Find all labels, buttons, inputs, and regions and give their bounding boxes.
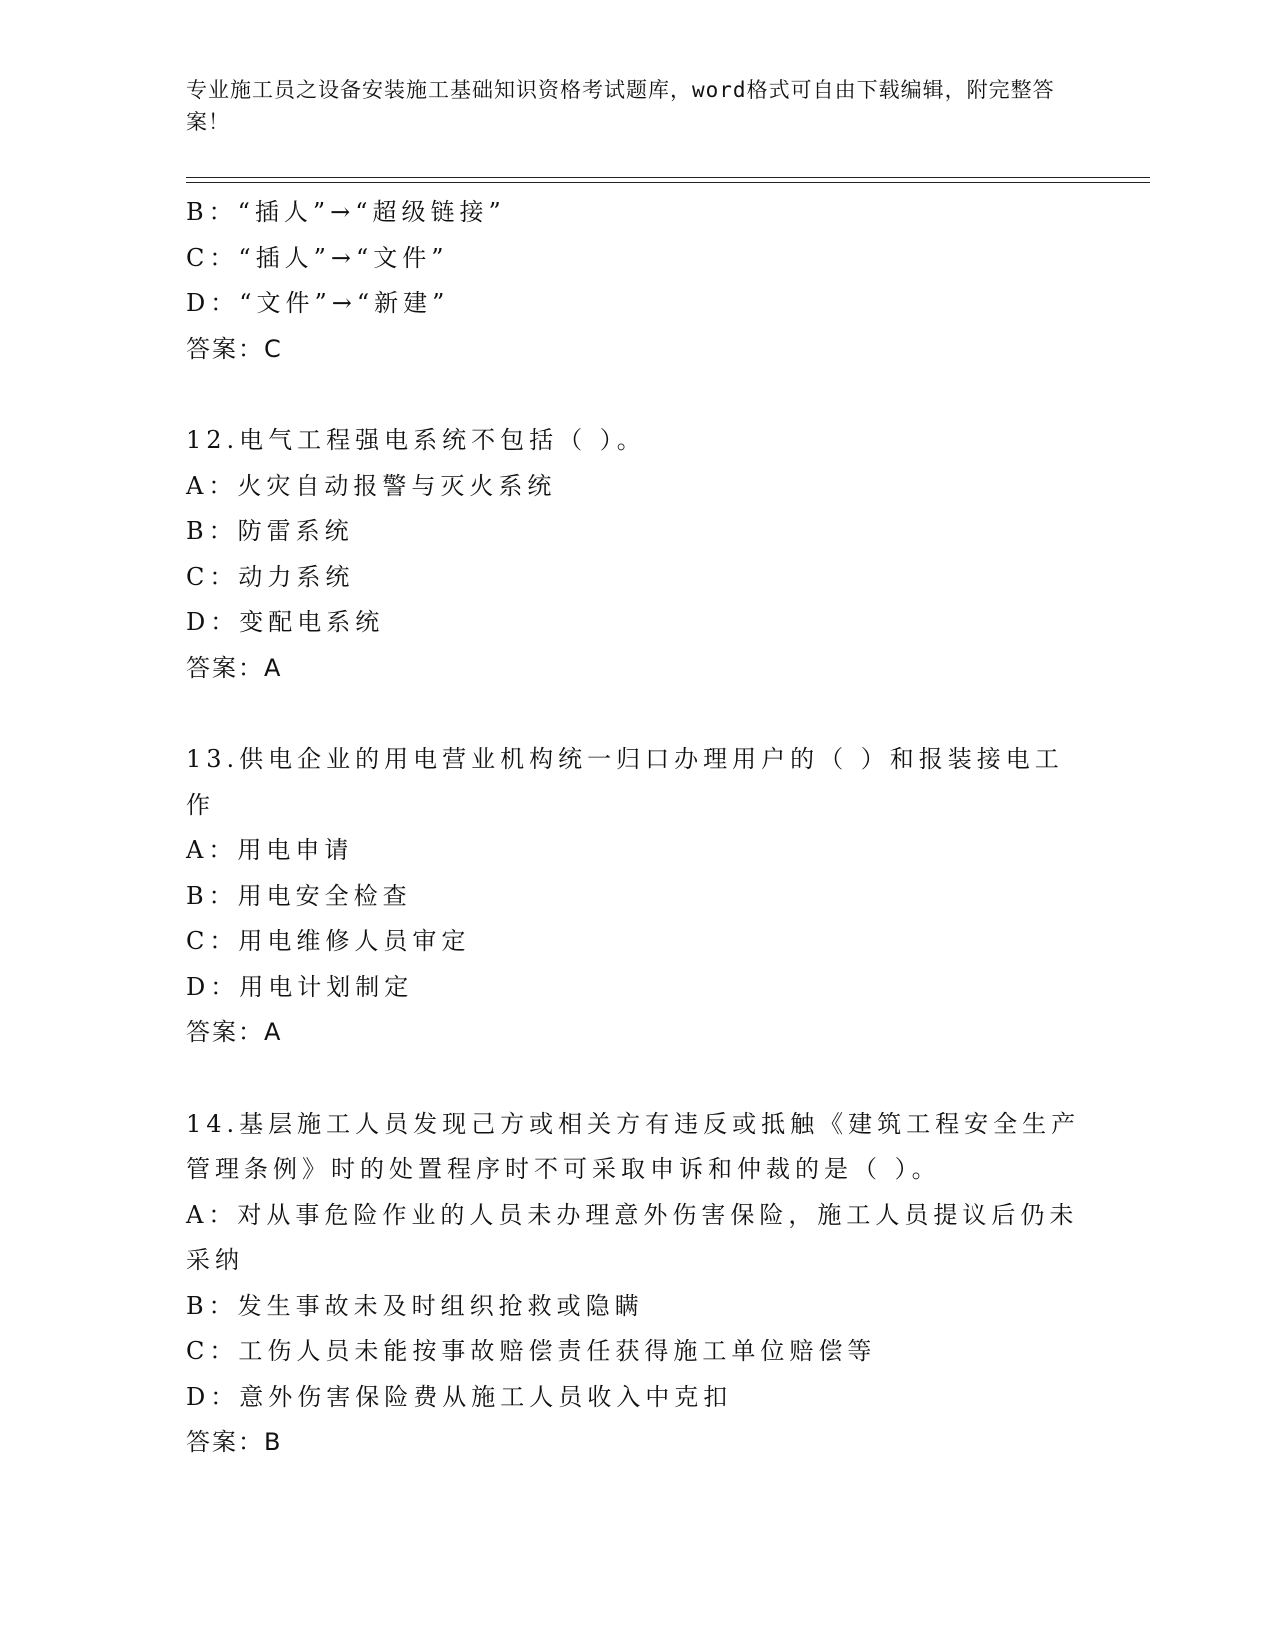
spacer xyxy=(186,372,1086,418)
option-b: B：用电安全检查 xyxy=(186,881,412,910)
option-b: B：“插人”→“超级链接” xyxy=(186,198,506,226)
option-d: D：“文件”→“新建” xyxy=(186,289,450,317)
question-14 xyxy=(186,1102,1086,1466)
header-divider-bottom xyxy=(186,182,1150,183)
option-d: D：意外伤害保险费从施工人员收入中克扣 xyxy=(186,1382,733,1411)
question-13 xyxy=(186,737,1086,1056)
option-c: C：工伤人员未能按事故赔偿责任获得施工单位赔偿等 xyxy=(186,1337,877,1365)
option-d: D：用电计划制定 xyxy=(186,972,414,1001)
option-c: C：动力系统 xyxy=(186,562,355,591)
option-d: D：变配电系统 xyxy=(186,608,385,636)
answer-line: 答案：C xyxy=(186,334,283,363)
option-c: C：用电维修人员审定 xyxy=(186,927,471,955)
question-11 xyxy=(186,190,1086,372)
option-c: C：“插人”→“文件” xyxy=(186,243,449,272)
question-stem: 14.基层施工人员发现己方或相关方有违反或抵触《建筑工程安全生产管理条例》时的处置程序时不可采取申诉和仲裁的是（ ）。 xyxy=(186,1109,1081,1183)
page-header xyxy=(186,74,1086,138)
option-b: B：防雷系统 xyxy=(186,517,354,545)
option-b: B：发生事故未及时组织抢救或隐瞒 xyxy=(186,1291,644,1320)
answer-line: 答案：B xyxy=(186,1428,283,1456)
answer-line: 答案：A xyxy=(186,653,283,682)
option-a: A：火灾自动报警与灭火系统 xyxy=(186,471,557,500)
question-list xyxy=(186,190,1086,1466)
option-a: A：对从事危险作业的人员未办理意外伤害保险，施工人员提议后仍未采纳 xyxy=(186,1200,1079,1274)
header-divider-top xyxy=(186,177,1150,178)
question-stem: 12.电气工程强电系统不包括（ ）。 xyxy=(186,426,646,454)
answer-line: 答案：A xyxy=(186,1018,283,1046)
header-text: 专业施工员之设备安装施工基础知识资格考试题库，word格式可自由下载编辑，附完整答案！ xyxy=(186,78,1055,134)
option-a: A：用电申请 xyxy=(186,836,354,864)
spacer xyxy=(186,691,1086,737)
spacer xyxy=(186,1056,1086,1102)
question-stem: 13.供电企业的用电营业机构统一归口办理用户的（ ）和报装接电工作 xyxy=(186,745,1064,819)
question-12 xyxy=(186,418,1086,691)
